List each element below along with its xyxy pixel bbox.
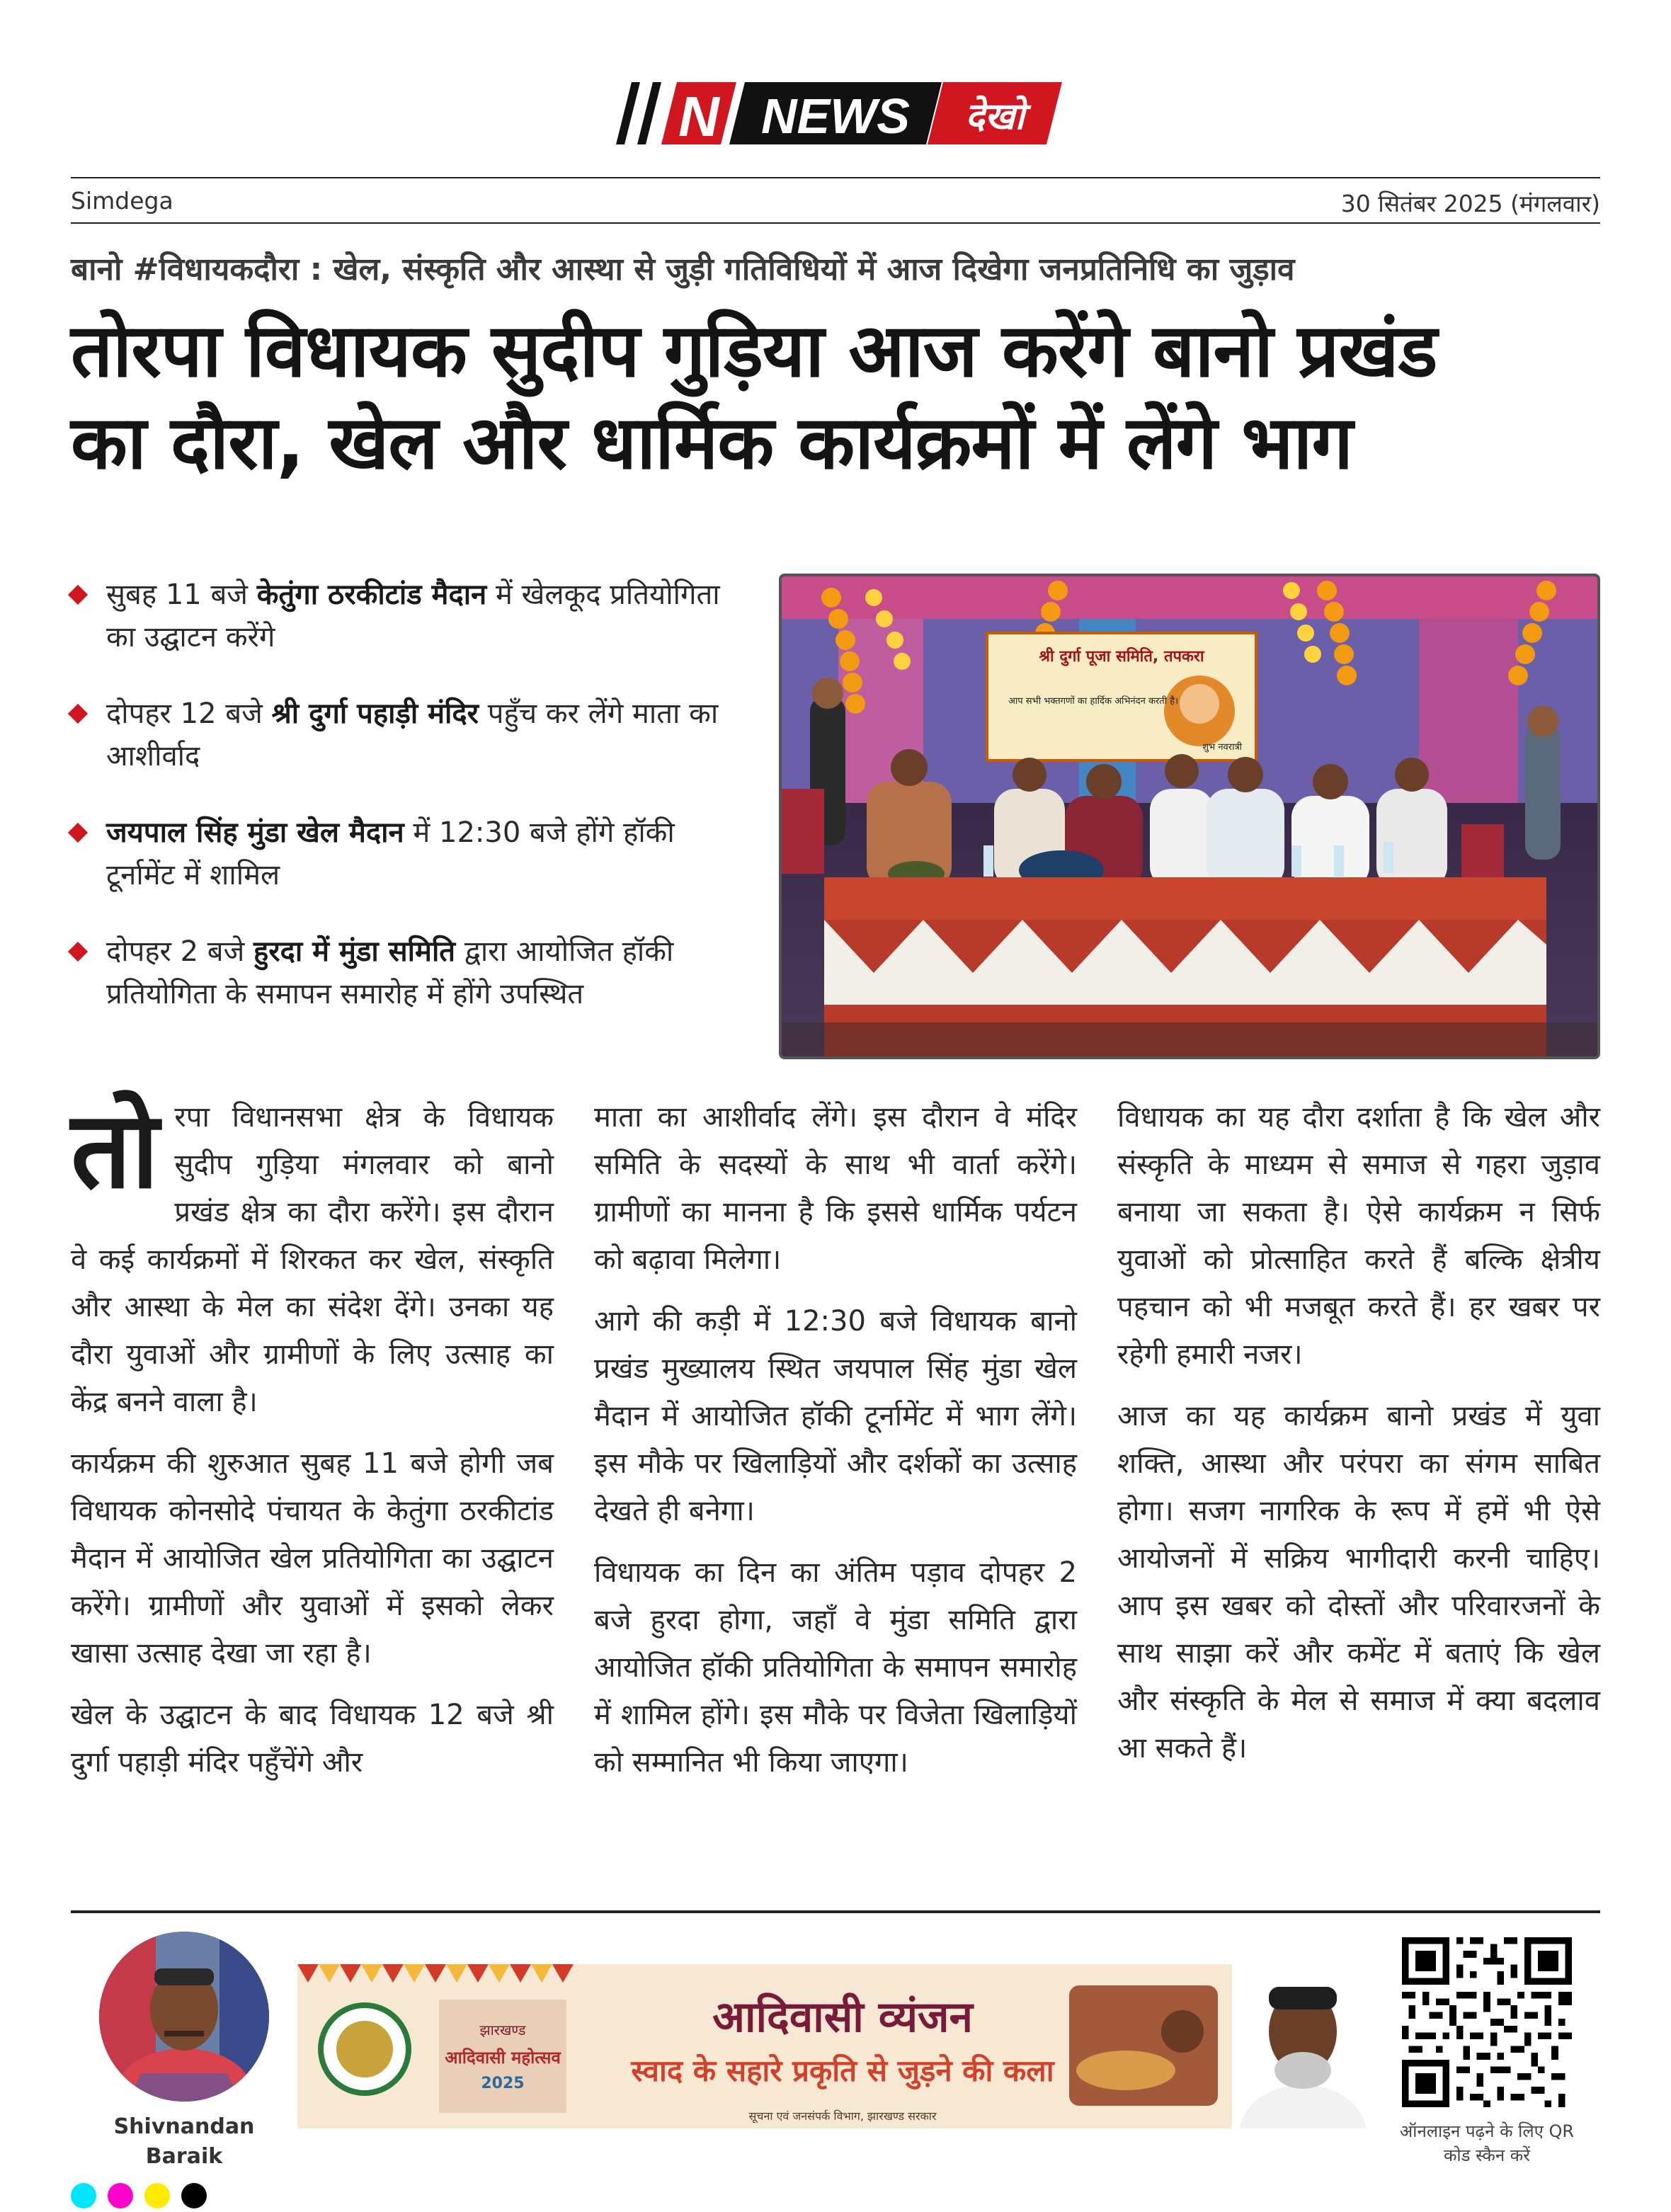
ad-title: आदिवासी व्यंजन	[712, 1992, 973, 2042]
event-photo-illustration	[782, 576, 1597, 1056]
highlight-item	[71, 811, 751, 896]
ad-credit: सूचना एवं जनसंपर्क विभाग, झारखण्ड सरकार	[748, 2109, 937, 2123]
highlight-bold: केतुंगा ठरकीटांड मैदान	[256, 578, 487, 611]
qr-code-pattern	[1402, 1937, 1572, 2107]
article-paragraph: माता का आशीर्वाद लेंगे। इस दौरान वे मंदिर समिति के सदस्यों के साथ भी वार्ता करेंगे। ग्रामीणों का मानना है कि इससे धार्मिक पर्यटन को बढ़ावा मिलेगा।	[594, 1101, 1077, 1276]
article-paragraph: कार्यक्रम की शुरुआत सुबह 11 बजे होगी जब विधायक कोनसोदे पंचायत के केतुंगा ठरकीटांड मैदान में आयोजित खेल प्रतियोगिता का उद्घाटन करेंगे। ग्रामीणों और युवाओं में इसको लेकर खासा उत्साह देखा जा रहा है।	[71, 1447, 554, 1670]
registration-marks	[71, 2183, 212, 2211]
author-avatar-illustration	[99, 1932, 269, 2102]
qr-code[interactable]	[1402, 1937, 1572, 2107]
ad-event-year: 2025	[481, 2075, 525, 2092]
magenta-dot	[108, 2183, 133, 2208]
dateline-place: Simdega	[71, 187, 173, 215]
ad-illustration	[297, 1964, 1374, 2128]
article-paragraph: विधायक का दिन का अंतिम पड़ाव दोपहर 2 बजे हुरदा होगा, जहाँ वे मुंडा समिति द्वारा आयोजित हॉकी प्रतियोगिता के समापन समारोह में शामिल होंगे। इस मौके पर विजेता खिलाड़ियों को सम्मानित भी किया जाएगा।	[594, 1556, 1077, 1779]
highlight-item	[71, 930, 751, 1015]
headline	[71, 304, 1600, 489]
diamond-bullet-icon	[68, 823, 88, 843]
article-paragraph: विधायक का यह दौरा दर्शाता है कि खेल और संस्कृति के माध्यम से समाज से गहरा जुड़ाव बनाया जा सकता है। ऐसे कार्यक्रम न सिर्फ युवाओं को प्रोत्साहित करते हैं बल्कि क्षेत्रीय पहचान को भी मजबूत करते हैं। हर खबर पर रहेगी हमारी नजर।	[1117, 1101, 1600, 1371]
author-avatar[interactable]	[99, 1932, 269, 2102]
logo-dekho-text: देखो	[965, 96, 1025, 138]
banner-body: आप सभी भक्तगणों का हार्दिक अभिनंदन करती है।	[1008, 696, 1179, 707]
ad-event-name: आदिवासी महोत्सव	[445, 2048, 561, 2068]
highlight-item	[71, 692, 751, 777]
ad-tagline: स्वाद के सहारे प्रकृति से जुड़ने की कला	[631, 2053, 1054, 2088]
article-column-3	[1117, 1094, 1600, 1786]
article-column-2	[594, 1094, 1077, 1801]
dateline-date: 30 सितंबर 2025 (मंगलवार)	[1340, 190, 1600, 217]
highlight-text: सुबह 11 बजे	[106, 578, 257, 611]
logo-n-letter: N	[678, 85, 719, 147]
article-column-1	[71, 1089, 554, 1801]
highlight-bold: जयपाल सिंह मुंडा खेल मैदान	[106, 816, 404, 849]
drop-cap: तो	[71, 1089, 159, 1212]
cyan-dot	[71, 2183, 96, 2208]
headline-line-1: तोरपा विधायक सुदीप गुड़िया आज करेंगे बानो प्रखंड	[71, 307, 1437, 394]
article-paragraph: खेल के उद्घाटन के बाद विधायक 12 बजे श्री दुर्गा पहाड़ी मंदिर पहुँचेंगे और	[71, 1699, 554, 1779]
article-paragraph: आज का यह कार्यक्रम बानो प्रखंड में युवा शक्ति, आस्था और परंपरा का संगम साबित होगा। सजग नागरिक के रूप में हमें भी ऐसे आयोजनों में सक्रिय भागीदारी करनी चाहिए। आप इस खबर को दोस्तों और परिवारजनों के साथ साझा करें और कमेंट में बताएं कि खेल और संस्कृति के मेल से समाज में क्या बदलाव आ सकते हैं।	[1117, 1400, 1600, 1765]
qr-caption: ऑनलाइन पढ़ने के लिए QR कोड स्कैन करें	[1399, 2121, 1575, 2165]
headline-line-2: का दौरा, खेल और धार्मिक कार्यक्रमों में लेंगे भाग	[71, 399, 1352, 486]
footer-rule	[71, 1910, 1600, 1913]
yellow-dot	[144, 2183, 170, 2208]
event-photo[interactable]	[779, 574, 1600, 1059]
top-rule	[71, 177, 1600, 178]
dateline-rule	[71, 222, 1600, 224]
highlight-text: में खेलकूद प्रतियोगिता का उद्घाटन करेंगे	[106, 578, 720, 654]
diamond-bullet-icon	[68, 704, 88, 724]
highlight-text: द्वारा आयोजित हॉकी प्रतियोगिता के समापन समारोह में होंगे उपस्थित	[106, 935, 674, 1010]
diamond-bullet-icon	[68, 942, 88, 962]
logo-slash-2	[637, 82, 661, 144]
author-name: Shivnandan Baraik	[113, 2114, 255, 2169]
kicker: बानो #विधायकदौरा : खेल, संस्कृति और आस्था से जुड़ी गतिविधियों में आज दिखेगा जनप्रतिनिधि का जुड़ाव	[71, 251, 1295, 287]
dateline	[71, 186, 1600, 218]
masthead	[0, 71, 1671, 156]
highlights-list	[71, 574, 751, 1049]
diamond-bullet-icon	[68, 585, 88, 605]
highlight-bold: हुरदा में मुंडा समिति	[253, 935, 456, 968]
banner-title: श्री दुर्गा पूजा समिति, तपकरा	[1039, 648, 1204, 666]
article-body	[71, 1089, 1600, 1894]
highlight-text: दोपहर 12 बजे	[106, 697, 272, 730]
highlight-item	[71, 574, 751, 659]
black-dot	[181, 2183, 207, 2208]
article-paragraph: आगे की कड़ी में 12:30 बजे विधायक बानो प्रखंड मुख्यालय स्थित जयपाल सिंह मुंडा खेल मैदान में आयोजित हॉकी टूर्नामेंट में भाग लेंगे। इस मौके पर खिलाड़ियों और दर्शकों का उत्साह देखते ही बनेगा।	[594, 1305, 1077, 1527]
highlight-text: में 12:30 बजे होंगे हॉकी टूर्नामेंट में शामिल	[106, 816, 675, 891]
logo-slash-1	[616, 82, 640, 144]
highlight-bold: श्री दुर्गा पहाड़ी मंदिर	[271, 697, 479, 730]
logo-news-text: NEWS	[761, 89, 910, 144]
paragraph-text: रपा विधानसभा क्षेत्र के विधायक सुदीप गुड़िया मंगलवार को बानो प्रखंड क्षेत्र का दौरा करेंगे। इस दौरान वे कई कार्यक्रमों में शिरकत कर खेल, संस्कृति और आस्था के मेल का संदेश देंगे। उनका यह दौरा युवाओं और ग्रामीणों के लिए उत्साह का केंद्र बनने वाला है।	[71, 1101, 554, 1418]
ad-event-label: झारखण्ड	[479, 2022, 526, 2039]
advertisement-banner[interactable]	[297, 1964, 1374, 2128]
article-paragraph	[71, 1089, 554, 1426]
banner-sign: शुभ नवरात्री	[1202, 742, 1242, 753]
news-dekho-logo[interactable]	[616, 79, 1062, 147]
highlight-text: दोपहर 2 बजे	[106, 935, 254, 968]
highlight-text: पहुँच कर लेंगे माता का आशीर्वाद	[106, 697, 719, 773]
